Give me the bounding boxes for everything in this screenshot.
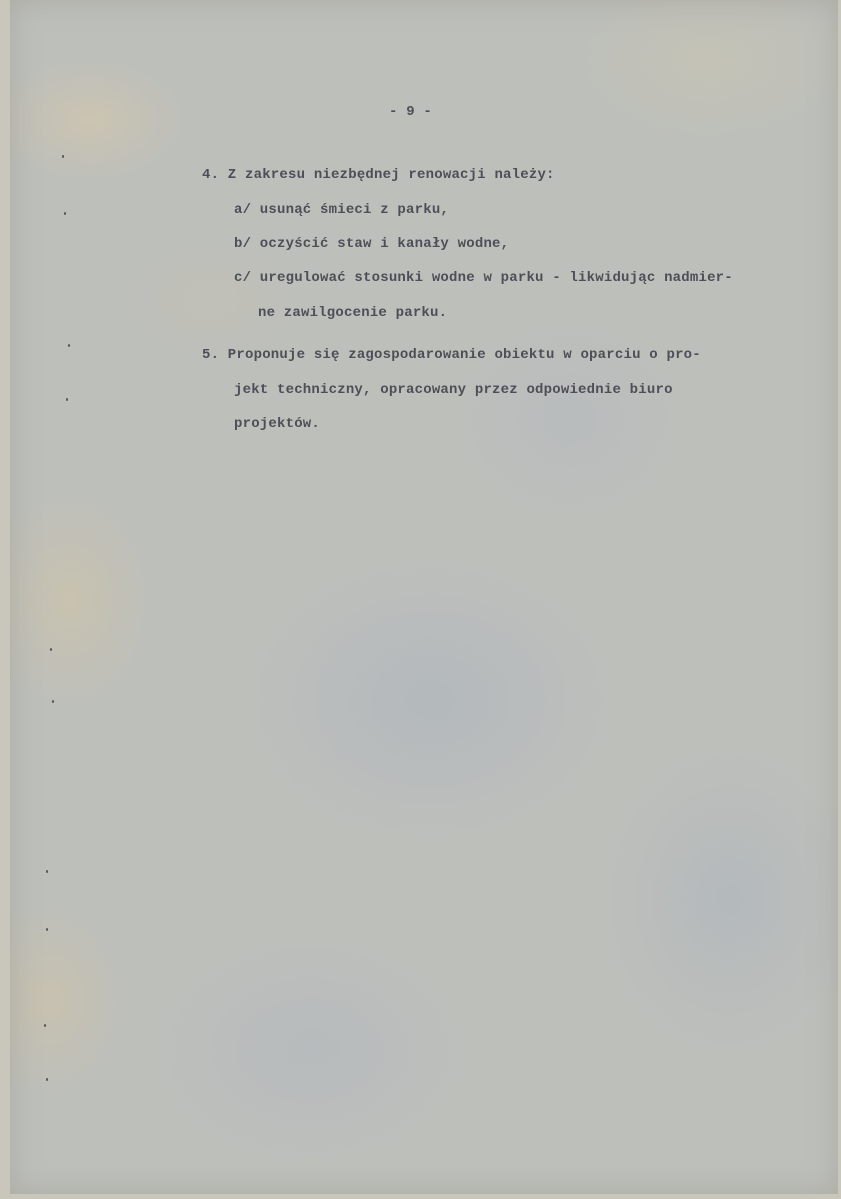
binding-hole-mark: [68, 344, 70, 347]
item-5-line-2: jekt techniczny, opracowany przez odpowiednie biuro: [234, 382, 673, 398]
document-page: [10, 0, 838, 1194]
binding-hole-mark: [46, 1078, 48, 1081]
item-5-line-1: 5. Proponuje się zagospodarowanie obiektu w oparciu o pro-: [202, 347, 701, 363]
item-4c: c/ uregulować stosunki wodne w parku - likwidując nadmier-: [234, 270, 733, 286]
binding-hole-mark: [50, 648, 52, 651]
binding-hole-mark: [66, 398, 68, 401]
item-4c-continuation: ne zawilgocenie parku.: [258, 305, 448, 321]
item-4-heading: 4. Z zakresu niezbędnej renowacji należy:: [202, 167, 555, 183]
binding-hole-mark: [46, 928, 48, 931]
item-4a: a/ usunąć śmieci z parku,: [234, 202, 450, 218]
binding-hole-mark: [44, 1024, 46, 1027]
binding-hole-mark: [62, 155, 64, 158]
binding-hole-mark: [64, 212, 66, 215]
item-4b: b/ oczyścić staw i kanały wodne,: [234, 236, 510, 252]
page-number: - 9 -: [389, 104, 433, 120]
item-5-line-3: projektów.: [234, 416, 321, 432]
binding-hole-mark: [46, 870, 48, 873]
binding-hole-mark: [52, 700, 54, 703]
